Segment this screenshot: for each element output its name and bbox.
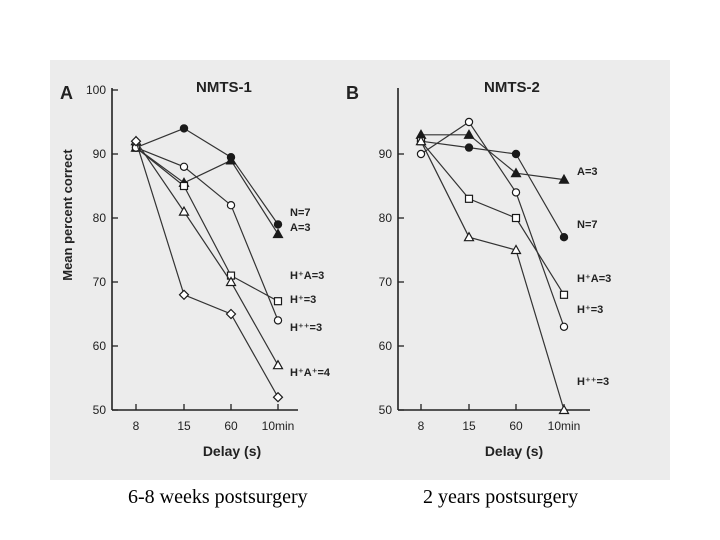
y-tick-label: 80 — [378, 211, 392, 225]
x-axis-label: Delay (s) — [484, 443, 544, 459]
data-point — [465, 144, 472, 151]
series-label: A=3 — [290, 222, 311, 234]
series-label: H⁺A⁺=4 — [290, 367, 331, 379]
y-tick-label: 60 — [378, 339, 392, 353]
data-point — [274, 230, 283, 238]
series-4 — [417, 118, 603, 330]
data-point — [227, 202, 234, 209]
series-line — [136, 141, 278, 365]
series-1 — [132, 125, 310, 228]
series-label: H⁺⁺=3 — [577, 376, 610, 388]
series-label: H⁺⁺=3 — [290, 322, 323, 334]
caption-panel-b: 2 years postsurgery — [423, 486, 579, 508]
y-tick-label: 90 — [92, 147, 106, 161]
series-label: N=7 — [577, 219, 598, 231]
series-label: H⁺=3 — [577, 304, 604, 316]
series-line — [136, 148, 278, 321]
data-point — [274, 317, 281, 324]
data-point — [180, 163, 187, 170]
series-label: H⁺A=3 — [577, 273, 612, 285]
series-line — [421, 141, 564, 295]
series-label: N=7 — [290, 207, 311, 219]
chart-title: NMTS-1 — [196, 79, 252, 96]
data-point — [512, 189, 519, 196]
data-point — [513, 215, 520, 222]
data-point — [512, 150, 519, 157]
data-point — [560, 234, 567, 241]
data-point — [560, 323, 567, 330]
panel-letter: A — [60, 83, 73, 103]
data-point — [274, 361, 283, 369]
x-tick-label: 10min — [261, 419, 295, 433]
data-point — [466, 195, 473, 202]
data-point — [274, 393, 283, 402]
series-line — [421, 141, 564, 410]
y-tick-label: 50 — [378, 403, 392, 417]
series-5 — [132, 137, 323, 369]
series-line — [421, 122, 564, 327]
y-tick-label: 60 — [92, 339, 106, 353]
series-label: H⁺A=3 — [290, 270, 325, 282]
series-label: A=3 — [577, 166, 598, 178]
chart-title: NMTS-2 — [484, 79, 540, 96]
data-point — [465, 118, 472, 125]
series-4 — [132, 144, 316, 324]
series-2 — [132, 143, 311, 237]
y-tick-label: 50 — [92, 403, 106, 417]
data-point — [417, 150, 424, 157]
series-3 — [418, 138, 612, 299]
data-point — [180, 125, 187, 132]
x-tick-label: 8 — [417, 419, 425, 433]
caption-panel-a: 6-8 weeks postsurgery — [128, 486, 308, 508]
series-line — [136, 148, 278, 234]
x-tick-label: 60 — [224, 419, 238, 433]
data-point — [180, 290, 189, 299]
x-tick-label: 8 — [132, 419, 140, 433]
data-point — [561, 291, 568, 298]
data-point — [180, 207, 189, 215]
y-tick-label: 70 — [92, 275, 106, 289]
data-point — [181, 183, 188, 190]
chart-panel-b — [346, 79, 611, 459]
x-tick-label: 10min — [547, 419, 581, 433]
y-tick-label: 90 — [378, 147, 392, 161]
x-tick-label: 60 — [509, 419, 523, 433]
data-point — [465, 233, 474, 241]
y-tick-label: 80 — [92, 211, 106, 225]
y-tick-label: 70 — [378, 275, 392, 289]
data-point — [227, 310, 236, 319]
series-line — [136, 148, 278, 302]
panel-letter: B — [346, 83, 359, 103]
y-tick-label: 100 — [85, 83, 106, 97]
x-tick-label: 15 — [462, 419, 476, 433]
data-point — [274, 221, 281, 228]
data-point — [275, 298, 282, 305]
series-line — [421, 141, 564, 237]
chart-panel-a — [60, 79, 331, 459]
series-label: H⁺=3 — [290, 294, 317, 306]
x-tick-label: 15 — [177, 419, 191, 433]
x-axis-label: Delay (s) — [202, 443, 262, 459]
y-axis-label: Mean percent correct — [60, 149, 75, 281]
